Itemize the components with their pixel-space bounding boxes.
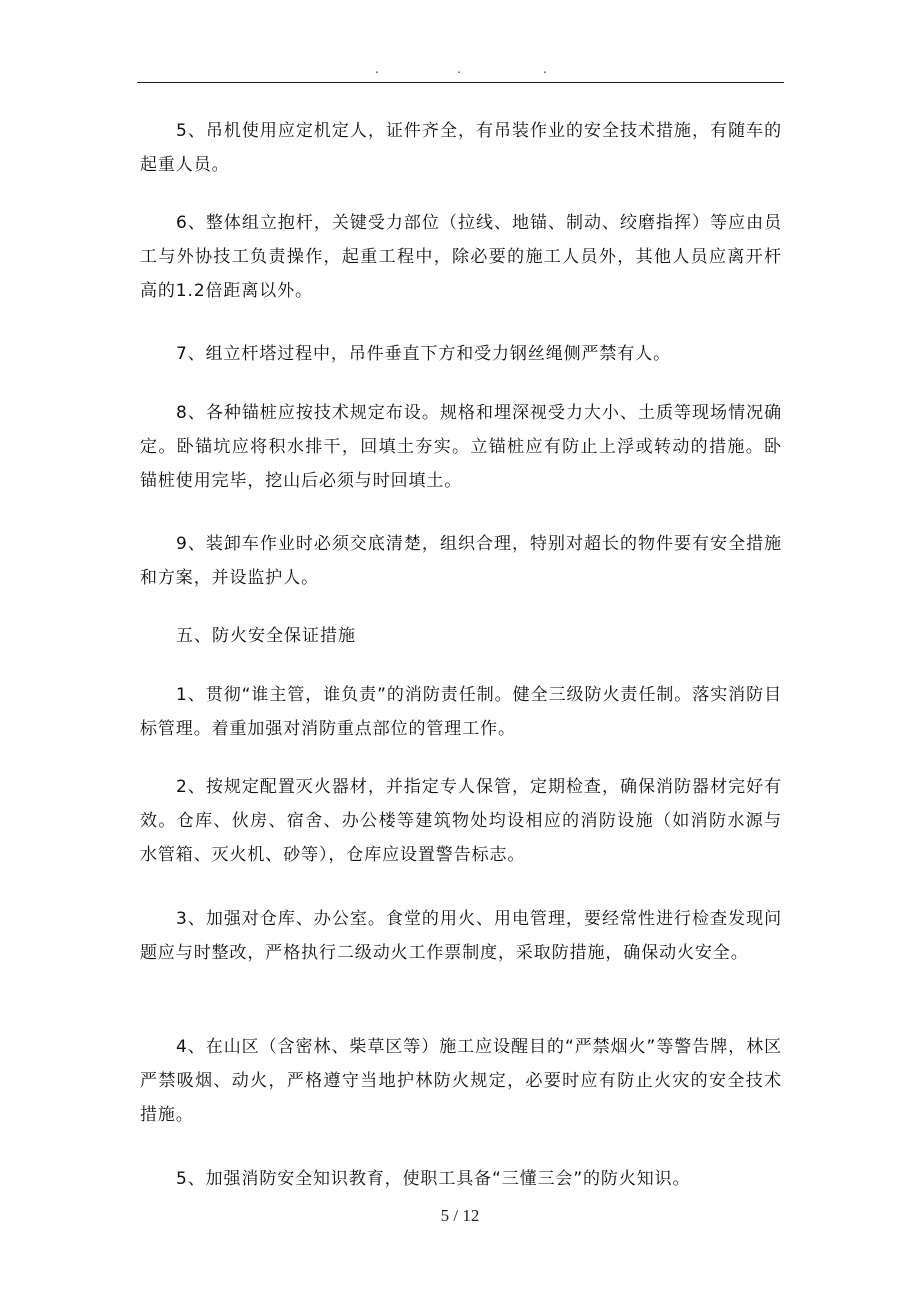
page-number: 5 / 12 [440, 1206, 480, 1225]
paragraph-item-5-crane: 5、吊机使用应定机定人，证件齐全，有吊装作业的安全技术措施，有随车的起重人员。 [140, 121, 782, 175]
header-dot: . [457, 62, 461, 76]
paragraph-fire-item-1: 1、贯彻“谁主管，谁负责”的消防责任制。健全三级防火责任制。落实消防目标管理。着重加强对消防重点部位的管理工作。 [140, 685, 782, 739]
paragraph-fire-item-5: 5、加强消防安全知识教育，使职工具备“三懂三会”的防火知识。 [176, 1169, 691, 1189]
header-rule [137, 82, 784, 83]
paragraph-fire-item-2: 2、按规定配置灭火器材，并指定专人保管，定期检查，确保消防器材完好有效。仓库、伙房、宿舍、办公楼等建筑物处均设相应的消防设施（如消防水源与水管箱、灭火机、砂等），仓库应设置警告标志。 [140, 777, 782, 865]
header-dot: . [543, 62, 547, 76]
paragraph-item-9-loading: 9、装卸车作业时必须交底清楚，组织合理，特别对超长的物件要有安全措施和方案，并设监护人。 [140, 534, 782, 588]
page-header-dots [137, 62, 784, 78]
paragraph-fire-item-4: 4、在山区（含密林、柴草区等）施工应设醒目的“严禁烟火”等警告牌，林区严禁吸烟、动火，严格遵守当地护林防火规定，必要时应有防止火灾的安全技术措施。 [140, 1037, 782, 1125]
paragraph-fire-item-3: 3、加强对仓库、办公室。食堂的用火、用电管理，要经常性进行检查发现问题应与时整改，严格执行二级动火工作票制度，采取防措施，确保动火安全。 [140, 909, 782, 963]
paragraph-item-7-tower-erection: 7、组立杆塔过程中，吊件垂直下方和受力钢丝绳侧严禁有人。 [176, 344, 672, 364]
paragraph-item-8-anchor-piles: 8、各种锚桩应按技术规定布设。规格和埋深视受力大小、土质等现场情况确定。卧锚坑应将积水排干，回填土夯实。立锚桩应有防止上浮或转动的措施。卧锚桩使用完毕，挖山后必须与时回填土。 [140, 403, 782, 491]
section-heading-fire-safety: 五、防火安全保证措施 [176, 626, 356, 646]
paragraph-item-6-gin-pole: 6、整体组立抱杆，关键受力部位（拉线、地锚、制动、绞磨指挥）等应由员工与外协技工负责操作，起重工程中，除必要的施工人员外，其他人员应离开杆高的1.2倍距离以外。 [140, 213, 782, 301]
header-dot: . [375, 62, 379, 76]
